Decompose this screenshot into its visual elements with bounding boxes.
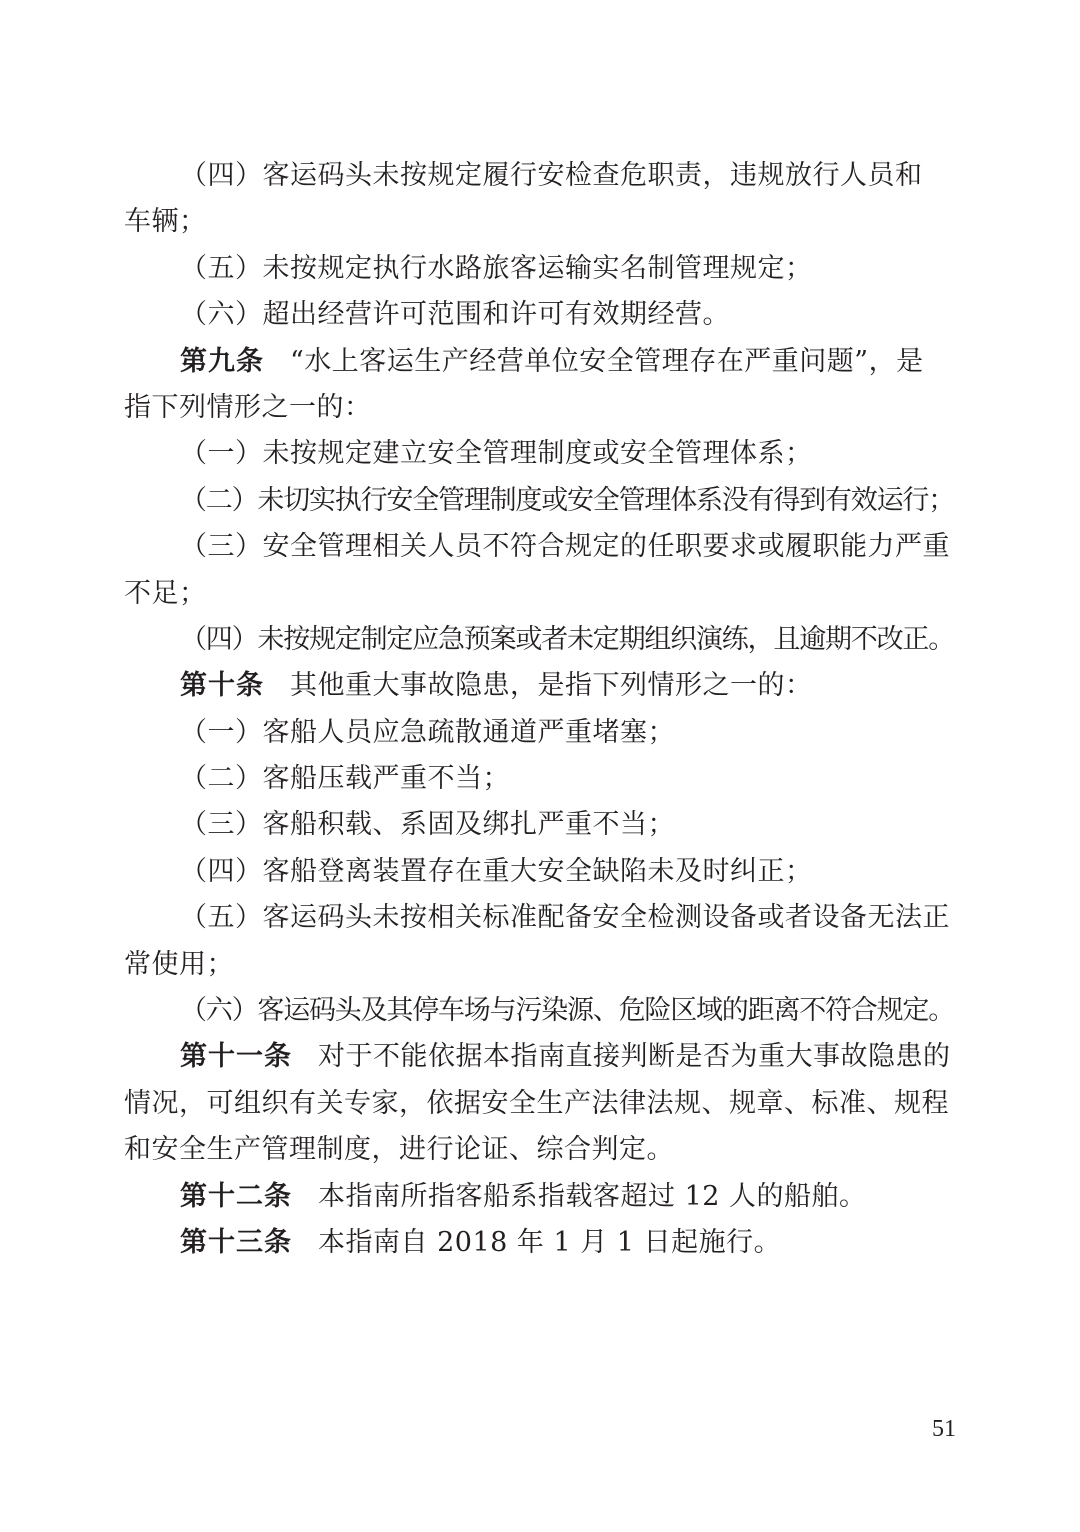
line-text: 其他重大事故隐患，是指下列情形之一的：	[290, 670, 813, 702]
line-text: “水上客运生产经营单位安全管理存在严重问题”，是	[290, 345, 924, 377]
line-text: （三）客船积载、系固及绑扎严重不当；	[180, 809, 675, 841]
line-text: （三）安全管理相关人员不符合规定的任职要求或履职能力严重	[180, 531, 950, 563]
document-line	[124, 339, 956, 385]
document-line	[124, 1127, 956, 1173]
line-text: （二）未切实执行安全管理制度或安全管理体系没有得到有效运行；	[180, 484, 954, 516]
document-line	[124, 292, 956, 338]
line-text: （五）未按规定执行水路旅客运输实名制管理规定；	[180, 252, 813, 284]
line-text: （六）超出经营许可范围和许可有效期经营。	[180, 299, 730, 331]
document-line	[124, 1220, 956, 1266]
article-heading: 第十二条	[180, 1180, 292, 1212]
line-text: 车辆；	[124, 206, 207, 238]
document-line	[124, 756, 956, 802]
document-line	[124, 1174, 956, 1220]
line-text: 对于不能依据本指南直接判断是否为重大事故隐患的	[318, 1041, 951, 1073]
article-heading: 第十三条	[180, 1226, 292, 1258]
article-heading: 第九条	[180, 345, 264, 377]
article-heading: 第十一条	[180, 1041, 292, 1073]
document-body	[124, 153, 956, 1266]
line-text: （六）客运码头及其停车场与污染源、危险区域的距离不符合规定。	[180, 995, 954, 1027]
line-text: 本指南所指客船系指载客超过 12 人的船舶。	[318, 1180, 867, 1212]
line-text: （四）客船登离装置存在重大安全缺陷未及时纠正；	[180, 855, 813, 887]
line-text: 常使用；	[124, 948, 234, 980]
line-text: （二）客船压载严重不当；	[180, 763, 510, 795]
document-line	[124, 988, 956, 1034]
line-text: （五）客运码头未按相关标准配备安全检测设备或者设备无法正	[180, 902, 950, 934]
document-line	[124, 571, 956, 617]
document-line	[124, 478, 956, 524]
line-text: （一）未按规定建立安全管理制度或安全管理体系；	[180, 438, 813, 470]
line-text: （四）客运码头未按规定履行安检查危职责，违规放行人员和	[180, 160, 923, 191]
line-text: （一）客船人员应急疏散通道严重堵塞；	[180, 716, 675, 748]
line-text: （四）未按规定制定应急预案或者未定期组织演练，且逾期不改正。	[180, 623, 954, 655]
page-number: 51	[932, 1416, 956, 1442]
document-line	[124, 385, 956, 431]
document-line	[124, 895, 956, 941]
document-line	[124, 710, 956, 756]
document-line	[124, 942, 956, 988]
line-text: 不足；	[124, 577, 207, 609]
document-line	[124, 246, 956, 292]
document-line	[124, 524, 956, 570]
document-line	[124, 199, 956, 245]
document-line	[124, 617, 956, 663]
article-heading: 第十条	[180, 670, 264, 702]
document-line	[124, 153, 956, 199]
document-line	[124, 431, 956, 477]
line-text: 指下列情形之一的：	[124, 391, 372, 423]
line-text: 本指南自 2018 年 1 月 1 日起施行。	[318, 1226, 782, 1258]
document-line	[124, 802, 956, 848]
line-text: 和安全生产管理制度，进行论证、综合判定。	[124, 1134, 674, 1166]
document-line	[124, 663, 956, 709]
line-text: 情况，可组织有关专家，依据安全生产法律法规、规章、标准、规程	[124, 1087, 949, 1119]
document-line	[124, 849, 956, 895]
document-line	[124, 1081, 956, 1127]
document-line	[124, 1034, 956, 1080]
